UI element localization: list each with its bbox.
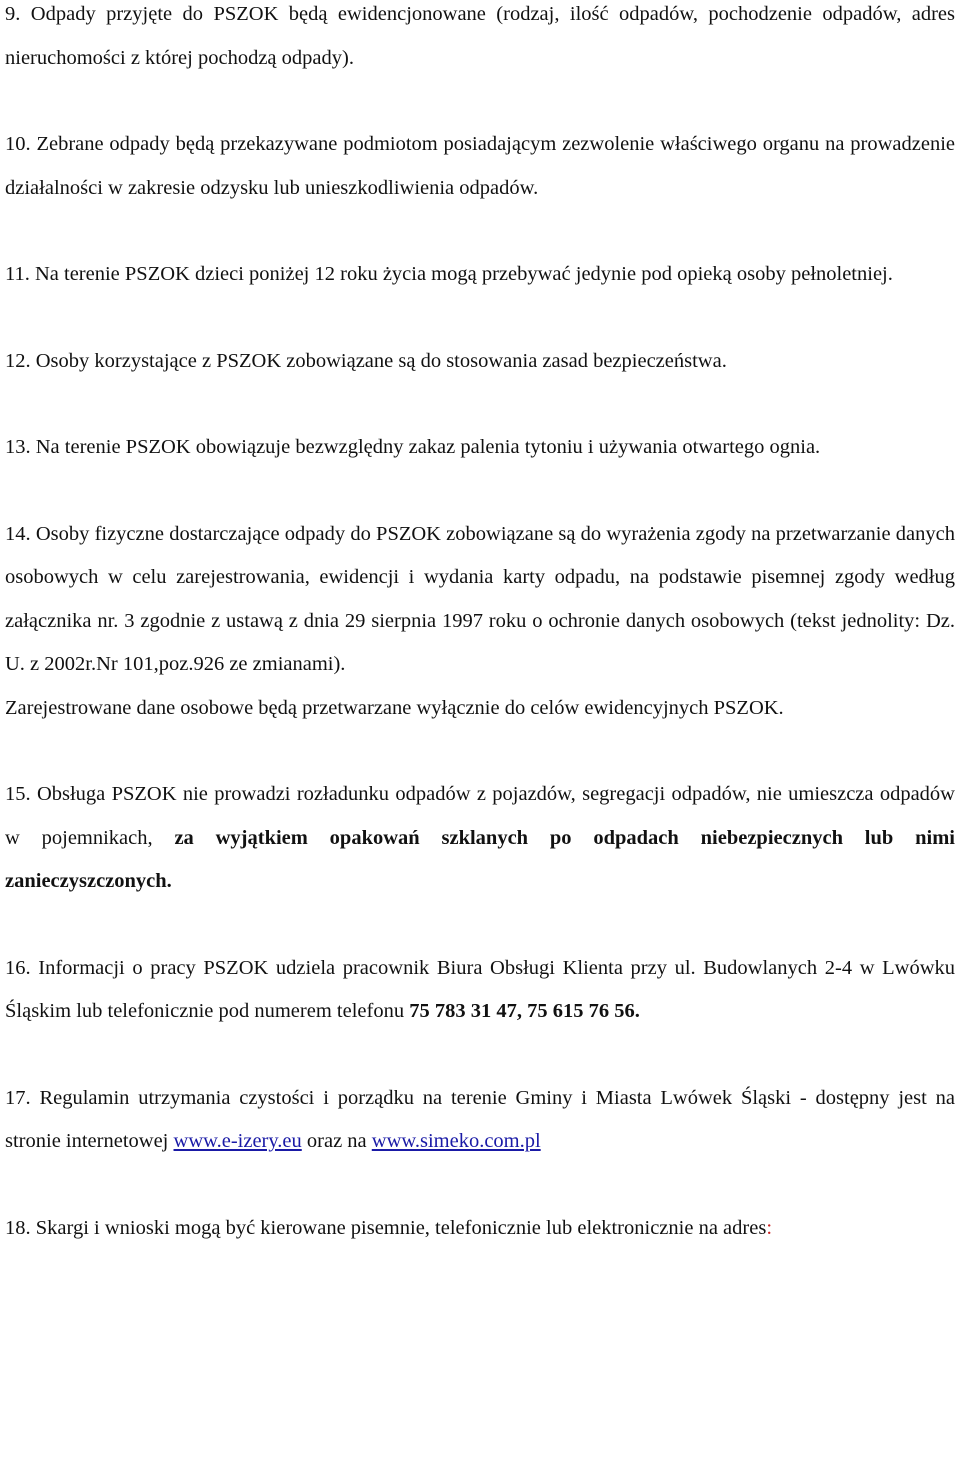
paragraph-14: 14. Osoby fizyczne dostarczające odpady do PSZOK zobowiązane są do wyrażenia zgody na przetwarzanie danych osobowych w celu zarejestrowania, ewidencji i wydania karty odpadu, na podstawie pisemnej zgody według załącznika nr. 3 zgodnie z ustawą z dnia 29 sierpnia 1997 roku o ochronie danych osobowych (tekst jednolity: Dz. U. z 2002r.Nr 101,poz.926 ze zmianami). [5,522,955,675]
phone-separator: , [516,1000,528,1022]
paragraph-13: 13. Na terenie PSZOK obowiązuje bezwzględny zakaz palenia tytoniu i używania otwartego ognia. [5,436,821,458]
link-e-izery[interactable]: www.e-izery.eu [173,1130,302,1152]
paragraph-14-continuation: Zarejestrowane dane osobowe będą przetwarzane wyłącznie do celów ewidencyjnych PSZOK. [5,696,784,719]
paragraph-18 [5,1207,955,1251]
paragraph-12: 12. Osoby korzystające z PSZOK zobowiązane są do stosowania zasad bezpieczeństwa. [5,349,727,372]
paragraph-18-text: 18. Skargi i wnioski mogą być kierowane pisemnie, telefonicznie lub elektronicznie na adres [5,1216,767,1239]
paragraph-17-middle: oraz na [301,1130,372,1152]
paragraph-17-text: 17. Regulamin utrzymania czystości i porządku na terenie Gminy i Miasta Lwówek Śląski - dostępny jest na stronie internetowej [5,1086,955,1152]
paragraph-15 [5,773,955,904]
paragraph-10: 10. Zebrane odpady będą przekazywane podmiotom posiadającym zezwolenie właściwego organu na prowadzenie działalności w zakresie odzysku lub unieszkodliwienia odpadów. [5,133,955,199]
phone-number-1: 75 783 31 47 [409,1000,517,1022]
paragraph-16-text: 16. Informacji o pracy PSZOK udziela pracownik Biura Obsługi Klienta przy ul. Budowlanych 2-4 w Lwówku Śląskim lub telefonicznie pod numerem telefonu [5,956,955,1022]
paragraph-16 [5,947,955,1034]
paragraph-18-colon: : [766,1216,773,1239]
document-page [5,0,955,1250]
paragraph-15-bold-text: za wyjątkiem opakowań szklanych po odpadach niebezpiecznych lub nimi zanieczyszczonych. [5,826,955,892]
paragraph-9: 9. Odpady przyjęte do PSZOK będą ewidencjonowane (rodzaj, ilość odpadów, pochodzenie odpadów, adres nieruchomości z której pochodzą odpady). [5,3,955,69]
link-simeko[interactable]: www.simeko.com.pl [371,1130,541,1152]
paragraph-15-text: 15. Obsługa PSZOK nie prowadzi rozładunku odpadów z pojazdów, segregacji odpadów, nie umieszcza odpadów w pojemnikach, [5,783,955,849]
paragraph-17 [5,1077,955,1164]
paragraph-11: 11. Na terenie PSZOK dzieci poniżej 12 roku życia mogą przebywać jedynie pod opieką osoby pełnoletniej. [5,263,893,285]
phone-number-2: 75 615 76 56. [527,1000,640,1022]
